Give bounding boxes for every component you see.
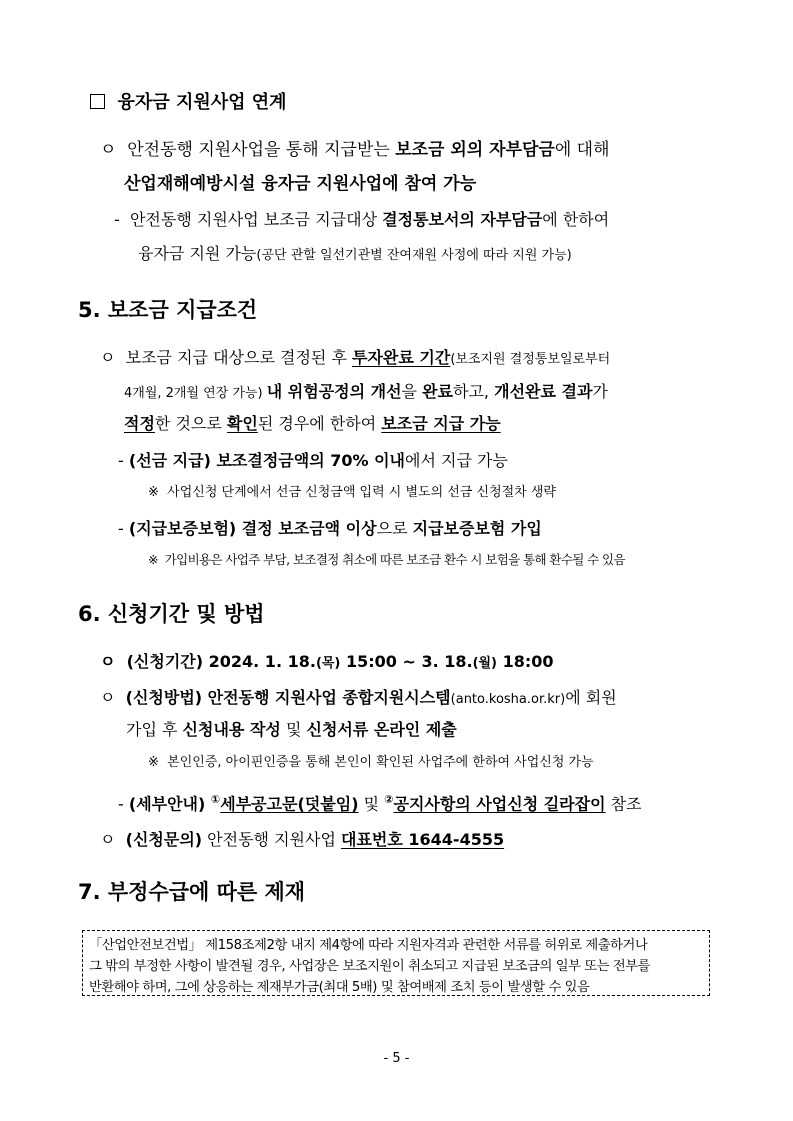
system-url: (anto.kosha.or.kr)	[450, 692, 566, 707]
note-marker: ※	[148, 485, 159, 500]
bullet-marker: ㅇ	[100, 348, 116, 367]
note-identity-verification: ※ 본인인증, 아이핀인증을 통해 본인이 확인된 사업주에 한하여 사업신청 가능	[148, 755, 594, 770]
bullet-marker: ㅇ	[100, 688, 116, 707]
circled-number-2: ②	[384, 793, 394, 806]
bullet-marker: ㅇ	[100, 830, 116, 849]
section-heading-5: 5. 보조금 지급조건	[78, 298, 258, 322]
bullet-payment-condition: ㅇ 보조금 지급 대상으로 결정된 후 투자완료 기간(보조지원 결정통보일로부터	[100, 348, 611, 367]
notice-line: 「산업안전보건법」 제158조제2항 내지 제4항에 따라 지원자격과 관련한 서류를 허위로 제출하거나	[89, 938, 648, 953]
note-marker: ※	[148, 755, 159, 770]
bullet-payment-condition-cont-2: 적정한 것으로 확인된 경우에 한하여 보조금 지급 가능	[124, 414, 501, 433]
dash-advance-payment: - (선금 지급) 보조결정금액의 70% 이내에서 지급 가능	[118, 451, 508, 470]
bullet-marker: ㅇ	[100, 140, 117, 160]
guide-notice-link: 공지사항의 사업신청 길라잡이	[393, 794, 606, 814]
dash-marker: -	[114, 210, 120, 229]
section-heading-6: 6. 신청기간 및 방법	[78, 602, 265, 626]
notice-line: 그 밖의 부정한 사항이 발견될 경우, 사업장은 보조지원이 취소되고 지급된 보조금의 일부 또는 전부를	[89, 959, 651, 974]
bullet-loan-eligibility: ㅇ 안전동행 지원사업을 통해 지급받는 보조금 외의 자부담금에 대해	[100, 140, 610, 160]
section-heading-7: 7. 부정수급에 따른 제재	[78, 880, 306, 904]
dash-loan-scope-cont: 융자금 지원 가능(공단 관할 일선기관별 잔여재원 사정에 따라 지원 가능)	[138, 244, 572, 263]
bullet-payment-condition-cont-1: 4개월, 2개월 연장 가능) 내 위험공정의 개선을 완료하고, 개선완료 결과가	[124, 382, 608, 401]
dash-marker: -	[118, 519, 124, 538]
dash-marker: -	[118, 451, 124, 470]
dash-detailed-guide: - (세부안내) ①세부공고문(덧붙임) 및 ②공지사항의 사업신청 길라잡이 참조	[118, 793, 642, 814]
note-guarantee-insurance: ※ 가입비용은 사업주 부담, 보조결정 취소에 따른 보조금 환수 시 보험을 통해 환수될 수 있음	[148, 552, 625, 567]
dash-loan-scope: - 안전동행 지원사업 보조금 지급대상 결정통보서의 자부담금에 한하여	[114, 210, 610, 229]
detailed-notice-link: 세부공고문(덧붙임)	[220, 794, 359, 814]
note-marker: ※	[148, 552, 158, 567]
sanction-notice-box	[82, 930, 710, 996]
page-number: - 5 -	[383, 1051, 410, 1066]
bullet-loan-eligibility-cont: 산업재해예방시설 융자금 지원사업에 참여 가능	[124, 174, 477, 194]
bullet-application-method: ㅇ (신청방법) 안전동행 지원사업 종합지원시스템(anto.kosha.or.kr)에 회원	[100, 688, 617, 707]
bullet-application-period: ㅇ (신청기간) 2024. 1. 18.(목) 15:00 ~ 3. 18.(월) 18:00	[100, 652, 554, 671]
dash-marker: -	[118, 794, 124, 814]
bullet-application-method-cont: 가입 후 신청내용 작성 및 신청서류 온라인 제출	[126, 720, 457, 739]
notice-line: 반환해야 하며, 그에 상응하는 제재부가금(최대 5배) 및 참여배제 조치 등이 발생할 수 있음	[89, 980, 590, 995]
bullet-marker: ㅇ	[100, 652, 116, 671]
bullet-inquiry: ㅇ (신청문의) 안전동행 지원사업 대표번호 1644-4555	[100, 830, 505, 849]
circled-number-1: ①	[210, 793, 221, 806]
section-heading-loan: 융자금 지원사업 연계	[90, 94, 287, 112]
note-advance-payment: ※ 사업신청 단계에서 선금 신청금액 입력 시 별도의 선금 신청절차 생략	[148, 485, 556, 500]
dash-guarantee-insurance: - (지급보증보험) 결정 보조금액 이상으로 지급보증보험 가입	[118, 519, 542, 538]
phone-number: 대표번호 1644-4555	[341, 830, 505, 849]
checkbox-square-icon	[90, 94, 105, 109]
